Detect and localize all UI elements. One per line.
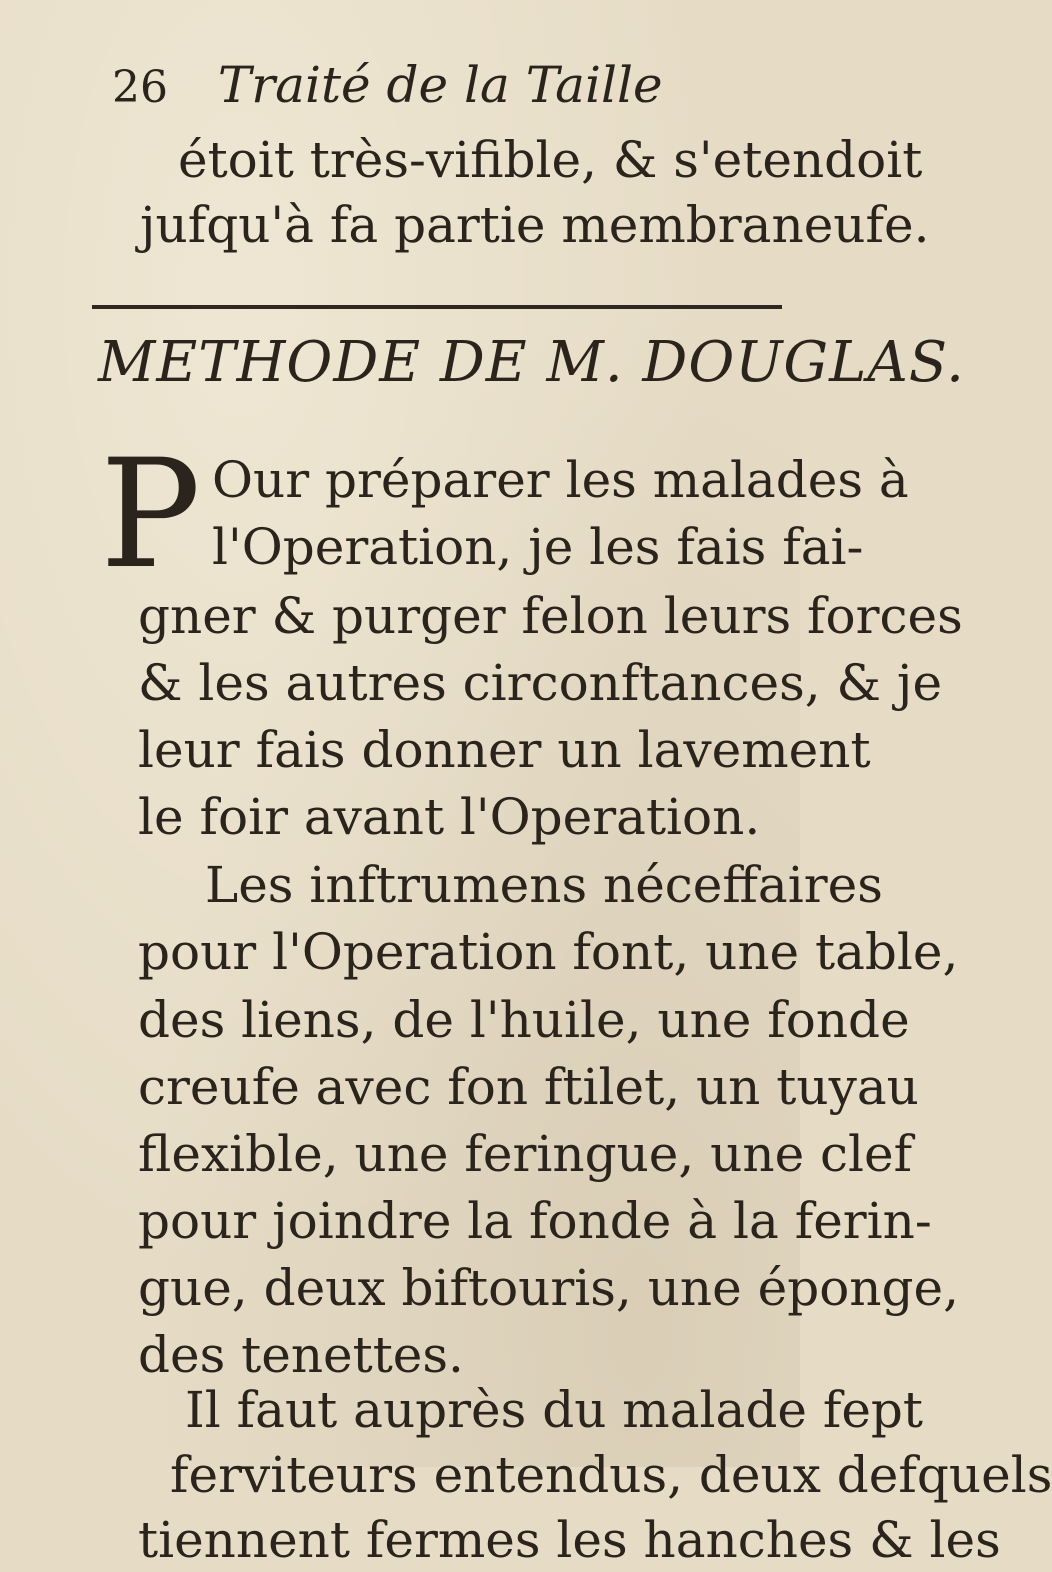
section-heading: METHODE DE M. DOUGLAS. (98, 330, 965, 395)
paragraph-line: gue, deux biftouris, une éponge, (138, 1259, 959, 1317)
intro-line: jufqu'à fa partie membraneufe. (140, 196, 930, 254)
paragraph-line: Les inftrumens néceffaires (205, 856, 883, 914)
paragraph-line: ferviteurs entendus, deux defquels (170, 1446, 1052, 1504)
paragraph-line: creufe avec fon ftilet, un tuyau (138, 1058, 919, 1116)
running-title: Traité de la Taille (217, 56, 663, 114)
paragraph-line: pour l'Operation font, une table, (138, 923, 959, 981)
paragraph-line: l'Operation, je les fais fai- (212, 518, 864, 576)
page-number: 26 (112, 62, 168, 113)
paragraph-line: le foir avant l'Operation. (138, 788, 761, 846)
paragraph-line: tiennent fermes les hanches & les (138, 1511, 1001, 1569)
section-divider (92, 305, 782, 309)
paragraph-line: & les autres circonftances, & je (138, 654, 943, 712)
paragraph-line: gner & purger felon leurs forces (138, 587, 963, 645)
paragraph-line: leur fais donner un lavement (138, 721, 871, 779)
paragraph-line: Our préparer les malades à (212, 451, 909, 509)
intro-line: étoit très-vifible, & s'etendoit (178, 131, 923, 189)
paragraph-line: Il faut auprès du malade fept (185, 1381, 924, 1439)
paragraph-line: pour joindre la fonde à la ferin- (138, 1192, 932, 1250)
running-head (112, 56, 752, 126)
paragraph-line: des liens, de l'huile, une fonde (138, 991, 910, 1049)
paragraph-line: des tenettes. (138, 1326, 464, 1384)
paragraph-line: flexible, une feringue, une clef (138, 1125, 913, 1183)
drop-cap: P (100, 428, 201, 602)
